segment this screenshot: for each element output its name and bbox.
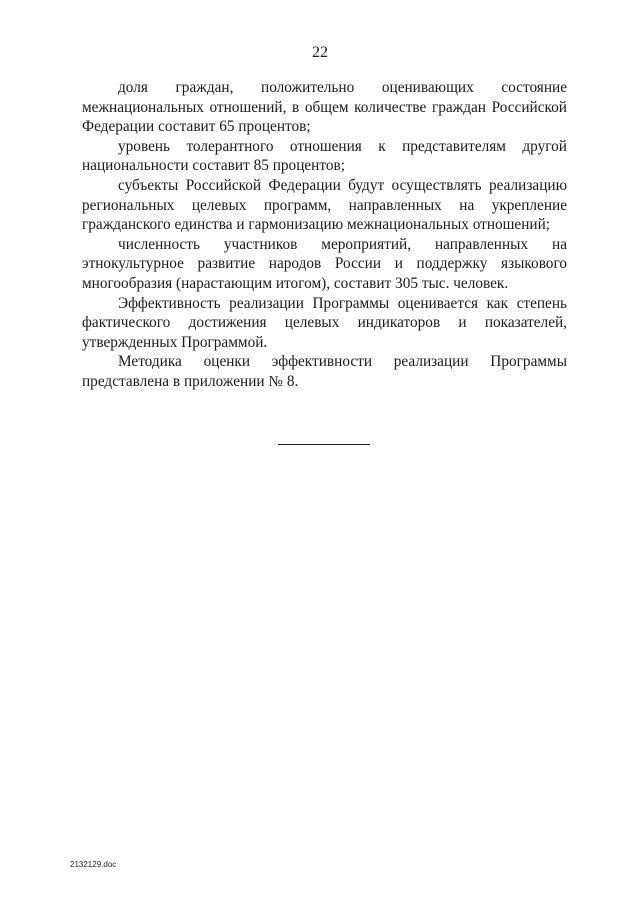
document-body [82,78,567,392]
paragraph-methodology: Методика оценки эффективности реализации Программы представлена в приложении № 8. [82,353,567,390]
paragraph-tolerance-level: уровень толерантного отношения к представителям другой национальности составит 85 процентов; [82,137,567,175]
paragraph-efficiency: Эффективность реализации Программы оценивается как степень фактического достижения целевых индикаторов и показателей, утвержденных Программой. [82,294,567,351]
paragraph-participants-count: численность участников мероприятий, направленных на этнокультурное развитие народов России и поддержку языкового многообразия (нарастающим итогом), составит 305 тыс. человек. [82,235,567,292]
page-number: 22 [312,44,328,61]
paragraph-regional-programs: субъекты Российской Федерации будут осуществлять реализацию региональных целевых программ, направленных на укрепление гражданского единства и гармонизацию межнациональных отношений; [82,176,567,234]
paragraph-citizens-share: доля граждан, положительно оценивающих состояние межнациональных отношений, в общем количестве граждан Российской Федерации составит 65 процентов; [82,79,567,136]
closing-divider [278,444,370,445]
file-name-footer: 2132129.doc [70,860,117,869]
